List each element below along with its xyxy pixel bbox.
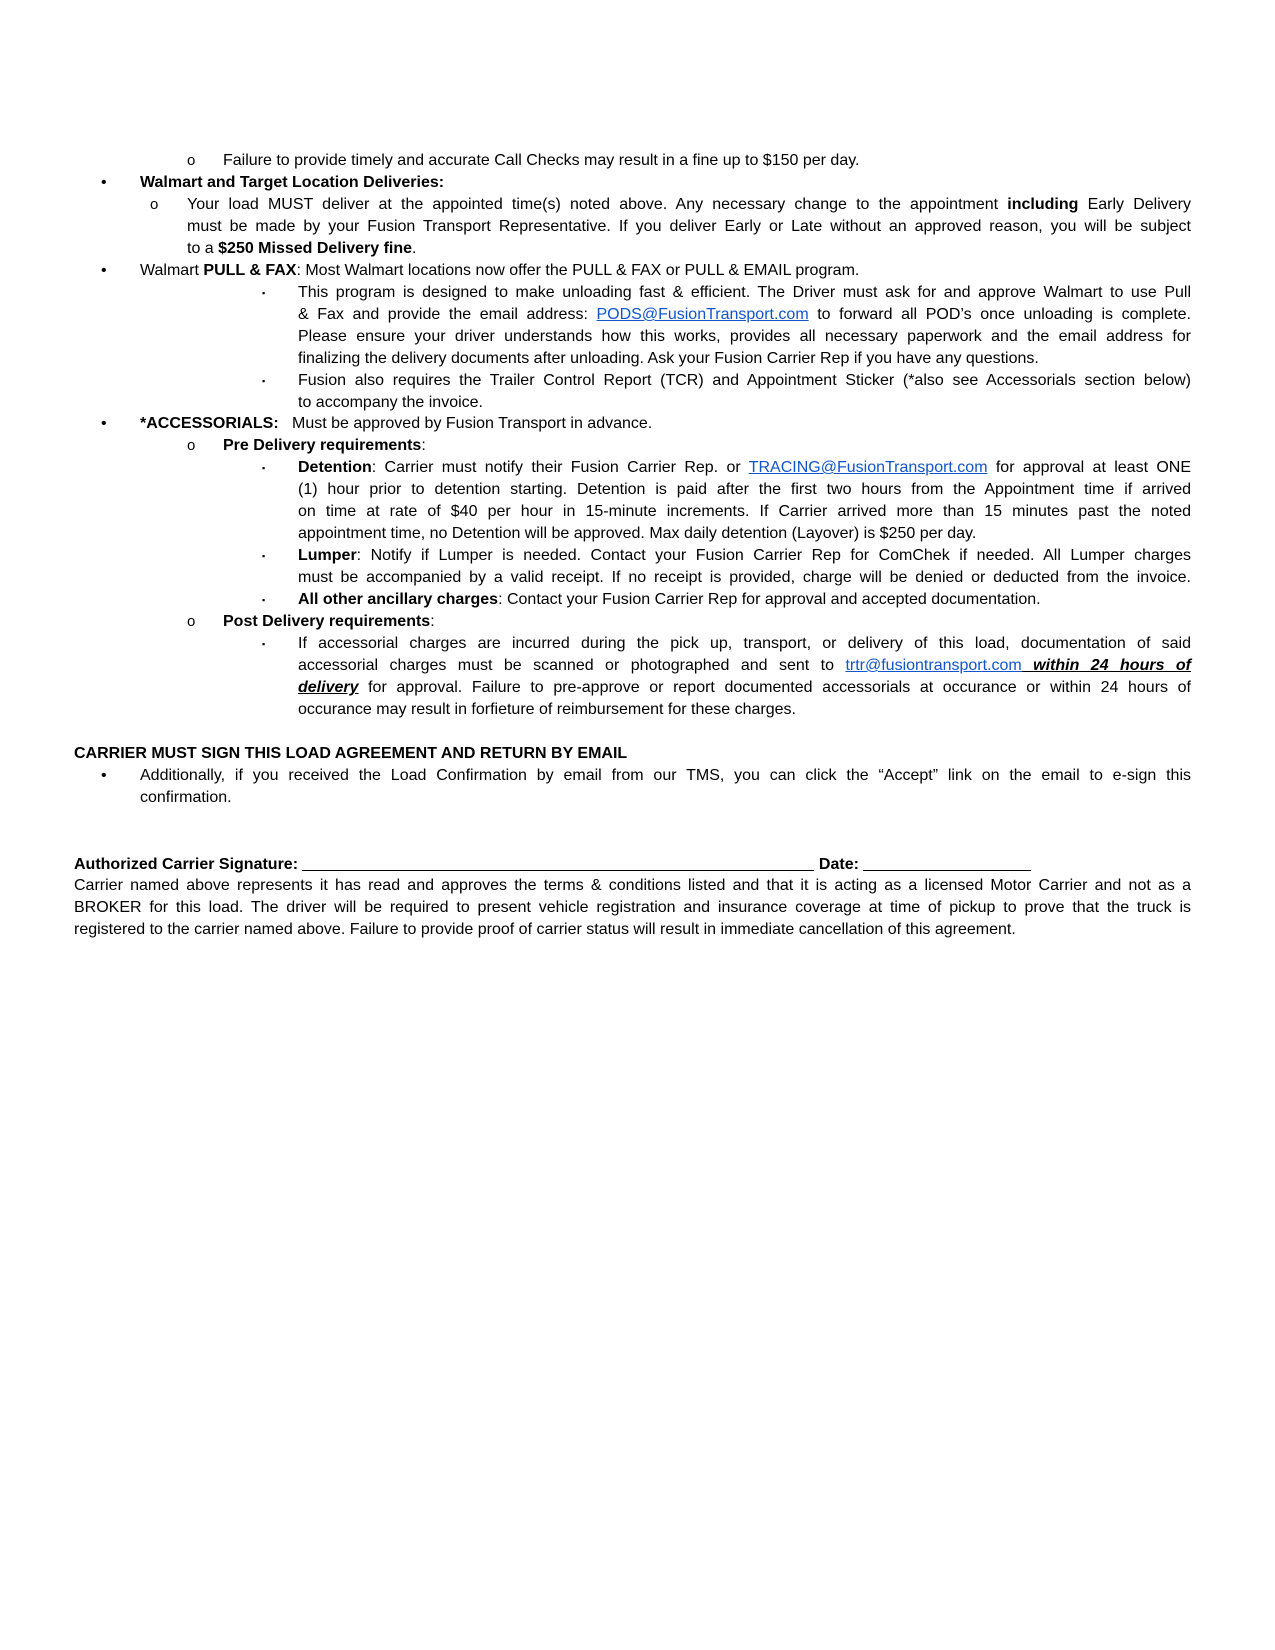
pull-fax-intro: Walmart PULL & FAX: Most Walmart locations now offer the PULL & FAX or PULL & EMAIL program. (140, 262, 860, 279)
lumper-line-2: must be accompanied by a valid receipt. If no receipt is provided, charge will be denied or deducted from the invoice. (298, 569, 1191, 586)
pull-fax-item2-line-1: Fusion also requires the Trailer Control Report (TCR) and Appointment Sticker (*also see Accessorials section below) (298, 372, 1191, 389)
other-charges-line: All other ancillary charges: Contact your Fusion Carrier Rep for approval and accepted documentation. (298, 591, 1041, 608)
detention-line-2: (1) hour prior to detention starting. Detention is paid after the first two hours from the Appointment time if arrived (298, 481, 1191, 498)
sign-bullet-line-1: Additionally, if you received the Load Confirmation by email from our TMS, you can click the “Accept” link on the email to e-sign this (140, 767, 1191, 784)
detention-line-3: on time at rate of $40 per hour in 15-minute increments. If Carrier arrived more than 15 minutes past the noted (298, 503, 1191, 520)
disclaimer-line-3: registered to the carrier named above. Failure to provide proof of carrier status will result in immediate cancellation of this agreement. (74, 921, 1016, 938)
pre-delivery-heading: Pre Delivery requirements: (223, 437, 426, 454)
pull-fax-item1-line-2: & Fax and provide the email address: PODS@FusionTransport.com to forward all POD’s once unloading is complete. (298, 306, 1192, 323)
square-bullet-marker: ▪ (262, 288, 266, 298)
pull-fax-item2-line-2: to accompany the invoice. (298, 394, 483, 411)
square-bullet-marker: ▪ (262, 551, 266, 561)
square-bullet-marker: ▪ (262, 639, 266, 649)
square-bullet-marker: ▪ (262, 376, 266, 386)
signature-row (74, 853, 1031, 876)
tracing-email-link[interactable]: TRACING@FusionTransport.com (748, 459, 988, 476)
detention-line-1: Detention: Carrier must notify their Fusion Carrier Rep. or TRACING@FusionTransport.com for approval at least ONE (298, 459, 1192, 476)
sub-bullet-marker: o (187, 152, 196, 169)
post-delivery-line-2: accessorial charges must be scanned or photographed and sent to trtr@fusiontransport.com within 24 hours of (298, 657, 1191, 674)
square-bullet-marker: ▪ (262, 595, 266, 605)
signature-blank[interactable] (302, 853, 814, 871)
sub-bullet-marker: o (150, 196, 159, 213)
sign-heading: CARRIER MUST SIGN THIS LOAD AGREEMENT AND RETURN BY EMAIL (74, 745, 628, 762)
walmart-target-heading: Walmart and Target Location Deliveries: (140, 174, 445, 191)
bullet-marker: • (101, 415, 107, 432)
date-label: Date: (814, 856, 864, 873)
detention-line-4: appointment time, no Detention will be approved. Max daily detention (Layover) is $250 per day. (298, 525, 977, 542)
walmart-target-line-3: to a $250 Missed Delivery fine. (187, 240, 417, 257)
bullet-marker: • (101, 262, 107, 279)
square-bullet-marker: ▪ (262, 463, 266, 473)
pods-email-link[interactable]: PODS@FusionTransport.com (596, 306, 809, 323)
bullet-marker: • (101, 767, 107, 784)
signature-label: Authorized Carrier Signature: (74, 856, 303, 873)
post-delivery-line-1: If accessorial charges are incurred during the pick up, transport, or delivery of this load, documentation of said (298, 635, 1191, 652)
sub-bullet-marker: o (187, 613, 196, 630)
pull-fax-item1-line-1: This program is designed to make unloading fast & efficient. The Driver must ask for and approve Walmart to use Pull (298, 284, 1191, 301)
disclaimer-line-1: Carrier named above represents it has read and approves the terms & conditions listed and that it is acting as a licensed Motor Carrier and not as a (74, 877, 1191, 894)
walmart-target-line-2: must be made by your Fusion Transport Representative. If you deliver Early or Late without an approved reason, you will be subject (187, 218, 1191, 235)
date-blank[interactable] (863, 853, 1031, 871)
lumper-line-1: Lumper: Notify if Lumper is needed. Contact your Fusion Carrier Rep for ComChek if needed. All Lumper charges (298, 547, 1191, 564)
accessorials-intro: *ACCESSORIALS: Must be approved by Fusion Transport in advance. (140, 415, 653, 432)
disclaimer-line-2: BROKER for this load. The driver will be required to present vehicle registration and insurance coverage at time of pickup to prove that the truck is (74, 899, 1191, 916)
sub-bullet-marker: o (187, 437, 196, 454)
sign-bullet-line-2: confirmation. (140, 789, 232, 806)
pull-fax-item1-line-3: Please ensure your driver understands how this works, provides all necessary paperwork and the email address for (298, 328, 1191, 345)
trtr-email-link[interactable]: trtr@fusiontransport.com (845, 657, 1022, 674)
post-delivery-heading: Post Delivery requirements: (223, 613, 435, 630)
pull-fax-item1-line-4: finalizing the delivery documents after unloading. Ask your Fusion Carrier Rep if you have any questions. (298, 350, 1039, 367)
walmart-target-line-1: Your load MUST deliver at the appointed time(s) noted above. Any necessary change to the appointment including Early Delivery (187, 196, 1191, 213)
call-checks-text: Failure to provide timely and accurate Call Checks may result in a fine up to $150 per day. (223, 152, 860, 169)
post-delivery-line-3: delivery for approval. Failure to pre-approve or report documented accessorials at occurance or within 24 hours of (298, 679, 1191, 696)
bullet-marker: • (101, 174, 107, 191)
post-delivery-line-4: occurance may result in forfieture of reimbursement for these charges. (298, 701, 796, 718)
